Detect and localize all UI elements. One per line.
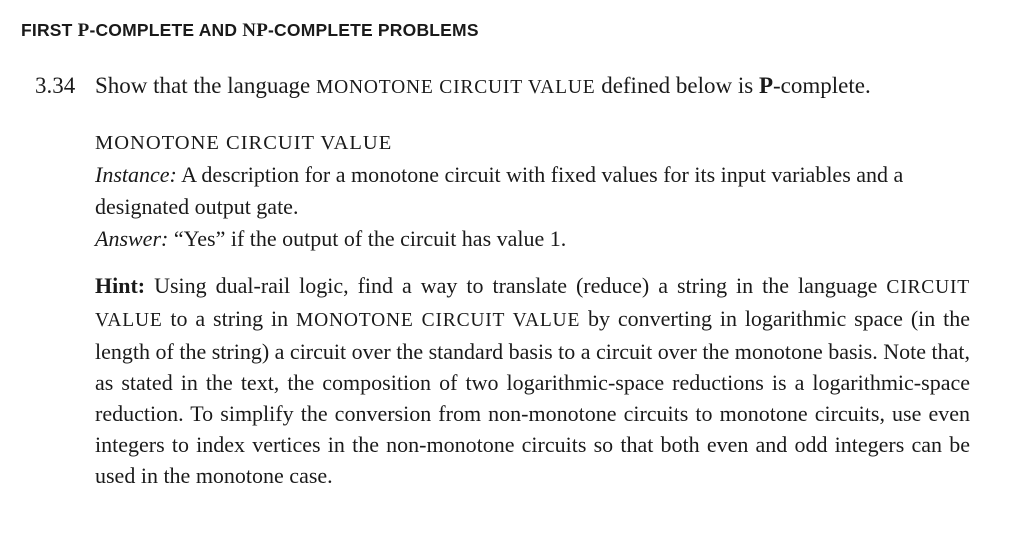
hint-paragraph: [95, 270, 970, 491]
instance-text: A description for a monotone circuit with fixed values for its input variables and a designated output gate.: [95, 162, 904, 219]
problem-text-c: -complete.: [773, 73, 871, 98]
section-header: [21, 20, 479, 42]
language-definition: [95, 127, 970, 255]
header-part-5: -COMPLETE PROBLEMS: [268, 20, 479, 40]
problem-number: 3.34: [35, 73, 76, 98]
hint-monotone-circuit-value: MONOTONE CIRCUIT VALUE: [296, 310, 581, 331]
answer-text: “Yes” if the output of the circuit has value 1.: [168, 226, 567, 251]
header-part-3: -COMPLETE AND: [89, 20, 243, 40]
problem-language: MONOTONE CIRCUIT VALUE: [316, 77, 596, 98]
hint-circuit-value: CIRCUIT VALUE: [95, 277, 970, 331]
answer-label: Answer:: [95, 226, 169, 251]
header-part-4: NP: [242, 20, 269, 41]
problem-statement: [35, 70, 995, 104]
problem-bold-p: P: [758, 73, 774, 98]
hint-text-1: Using dual-rail logic, find a way to translate (reduce) a string in the language: [145, 273, 887, 298]
problem-text-b: defined below is: [595, 73, 759, 98]
instance-label: Instance:: [95, 162, 177, 187]
hint-label: Hint:: [95, 273, 146, 298]
hint-text-2: to a string in: [162, 306, 296, 331]
header-part-1: FIRST: [21, 20, 78, 40]
definition-title: MONOTONE CIRCUIT VALUE: [95, 132, 393, 154]
definition-answer: [95, 223, 970, 255]
definition-instance: [95, 159, 970, 223]
header-part-2: P: [77, 20, 90, 41]
problem-text-a: Show that the language: [95, 73, 317, 98]
hint-text-3: by converting in logarithmic space (in the length of the string) a circuit over the standard basis to a circuit over the monotone basis. Note that, as stated in the text, the composition of two logarithmic-space reductions is a logarithmic-space reduction. To simplify the conversion from non-monotone circuits to monotone circuits, use even integers to index vertices in the non-monotone circuits so that both even and odd integers can be used in the monotone case.: [95, 306, 970, 488]
